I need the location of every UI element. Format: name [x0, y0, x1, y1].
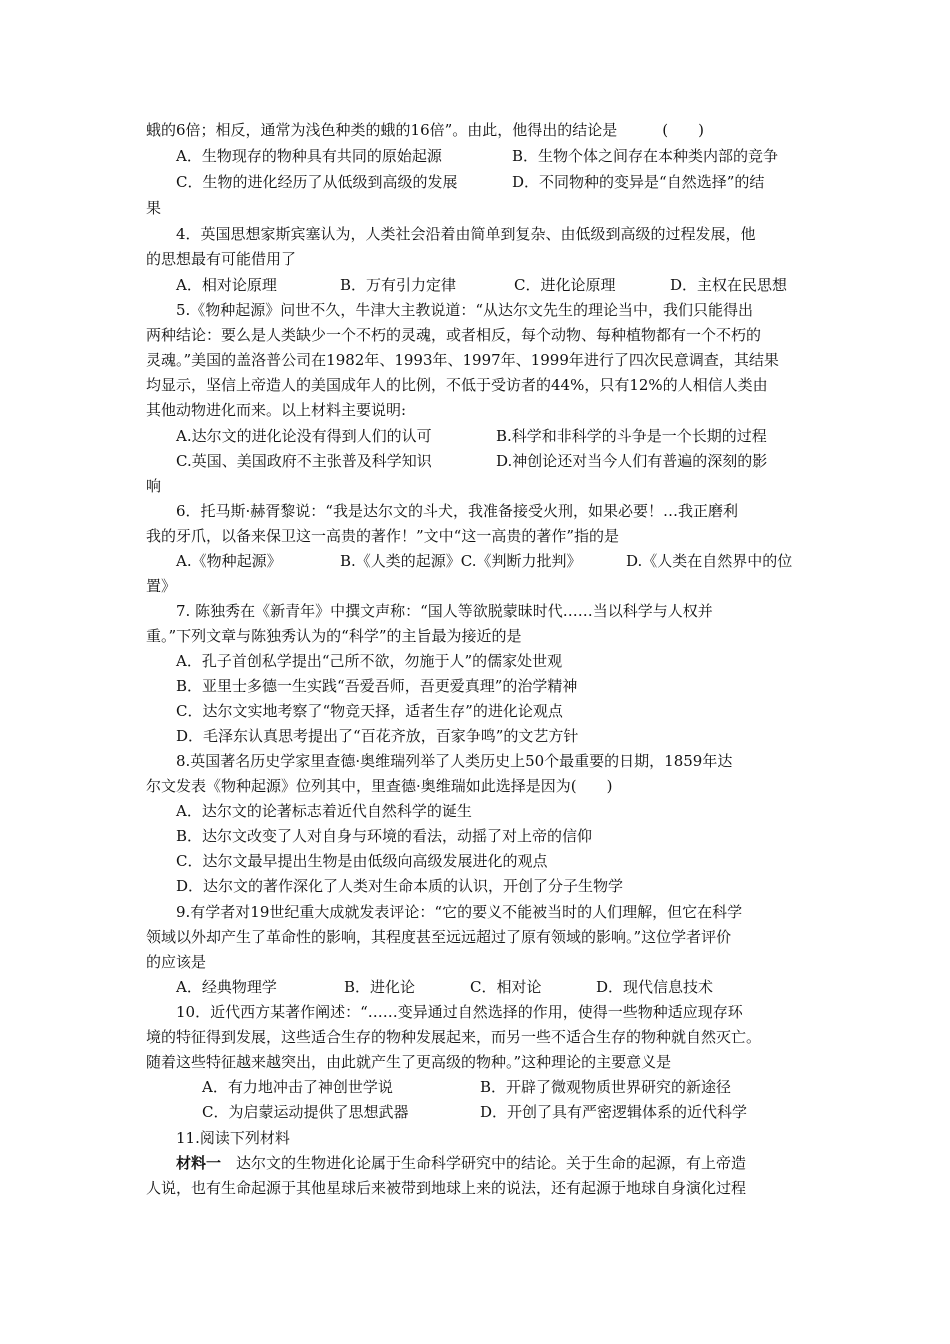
q8-stem-line1: 8.英国著名历史学家里查德·奥维瑞列举了人类历史上50个最重要的日期，1859年达: [176, 752, 733, 770]
q3-option-a: A．生物现存的物种具有共同的原始起源: [176, 147, 442, 165]
q5-stem-line3: 灵魂。”美国的盖洛普公司在1982年、1993年、1997年、1999年进行了四次民意调查，其结果: [146, 351, 779, 369]
q7-option-c: C．达尔文实地考察了“物竞天择，适者生存”的进化论观点: [176, 702, 563, 720]
q6-option-a: A.《物种起源》: [176, 552, 282, 570]
q4-option-a: A．相对论原理: [176, 276, 277, 294]
q8-option-c: C．达尔文最早提出生物是由低级向高级发展进化的观点: [176, 852, 548, 870]
q6-option-d-cont: 置》: [146, 577, 177, 595]
q9-option-c: C．相对论: [470, 978, 542, 996]
q10-option-c: C．为启蒙运动提供了思想武器: [202, 1103, 409, 1121]
q9-stem-line1: 9.有学者对19世纪重大成就发表评论：“它的要义不能被当时的人们理解，但它在科学: [176, 903, 743, 921]
q11-material-label: 材料一: [176, 1154, 222, 1172]
q5-stem-line2: 两种结论：要么是人类缺少一个不朽的灵魂，或者相反，每个动物、每种植物都有一个不朽的: [146, 326, 762, 344]
q6-option-d: D.《人类在自然界中的位: [626, 552, 793, 570]
q10-option-d: D．开创了具有严密逻辑体系的近代科学: [480, 1103, 748, 1121]
q10-stem-line3: 随着这些特征越来越突出，由此就产生了更高级的物种。”这种理论的主要意义是: [146, 1053, 672, 1071]
q3-stem-tail: 蛾的6倍；相反，通常为浅色种类的蛾的16倍”。由此，他得出的结论是 ( ): [146, 121, 705, 139]
q6-option-bc: B.《人类的起源》C.《判断力批判》: [340, 552, 582, 570]
q5-option-d-cont: 响: [146, 477, 162, 495]
q3-option-b: B．生物个体之间存在本种类内部的竞争: [512, 147, 779, 165]
q3-option-c: C．生物的进化经历了从低级到高级的发展: [176, 173, 458, 191]
q9-option-d: D．现代信息技术: [596, 978, 714, 996]
q9-stem-line3: 的应该是: [146, 953, 207, 971]
q10-stem-line2: 境的特征得到发展，这些适合生存的物种发展起来，而另一些不适合生存的物种就自然灭亡。: [146, 1028, 762, 1046]
q4-option-c: C．进化论原理: [514, 276, 616, 294]
q3-option-d: D．不同物种的变异是“自然选择”的结: [512, 173, 765, 191]
q3-option-d-cont: 果: [146, 199, 162, 217]
q7-option-a: A．孔子首创私学提出“己所不欲，勿施于人”的儒家处世观: [176, 652, 563, 670]
q9-option-a: A．经典物理学: [176, 978, 277, 996]
q5-stem-line4: 均显示，坚信上帝造人的美国成年人的比例，不低于受访者的44%，只有12%的人相信人类由: [146, 376, 768, 394]
q5-option-c: C.英国、美国政府不主张普及科学知识: [176, 452, 432, 470]
q5-stem-line1: 5.《物种起源》问世不久，牛津大主教说道：“从达尔文先生的理论当中，我们只能得出: [176, 301, 753, 319]
q8-option-a: A．达尔文的论著标志着近代自然科学的诞生: [176, 802, 472, 820]
q10-stem-line1: 10．近代西方某著作阐述：“……变异通过自然选择的作用，使得一些物种适应现存环: [176, 1003, 743, 1021]
q6-stem-line1: 6．托马斯·赫胥黎说：“我是达尔文的斗犬，我准备接受火刑，如果必要！…我正磨利: [176, 502, 738, 520]
q8-stem-line2: 尔文发表《物种起源》位列其中，里查德·奥维瑞如此选择是因为( ): [146, 777, 613, 795]
q6-stem-line2: 我的牙爪，以备来保卫这一高贵的著作！”文中“这一高贵的著作”指的是: [146, 527, 620, 545]
q11-material-line2: 人说，也有生命起源于其他星球后来被带到地球上来的说法，还有起源于地球自身演化过程: [146, 1179, 747, 1197]
q7-stem-line2: 重。”下列文章与陈独秀认为的“科学”的主旨最为接近的是: [146, 627, 522, 645]
q10-option-a: A．有力地冲击了神创世学说: [202, 1078, 393, 1096]
q4-option-b: B．万有引力定律: [340, 276, 457, 294]
q7-option-d: D．毛泽东认真思考提出了“百花齐放，百家争鸣”的文艺方针: [176, 727, 579, 745]
q11-stem-line1: 11.阅读下列材料: [176, 1129, 290, 1147]
q5-option-d: D.神创论还对当今人们有普遍的深刻的影: [496, 452, 768, 470]
q9-option-b: B．进化论: [344, 978, 416, 996]
q8-option-b: B．达尔文改变了人对自身与环境的看法，动摇了对上帝的信仰: [176, 827, 593, 845]
q4-stem-line2: 的思想最有可能借用了: [146, 250, 297, 268]
q4-option-d: D．主权在民思想: [670, 276, 788, 294]
q5-option-a: A.达尔文的进化论没有得到人们的认可: [176, 427, 432, 445]
q10-option-b: B．开辟了微观物质世界研究的新途径: [480, 1078, 732, 1096]
q7-stem-line1: 7. 陈独秀在《新青年》中撰文声称：“国人等欲脱蒙昧时代……当以科学与人权并: [176, 602, 713, 620]
q11-material-text1: 达尔文的生物进化论属于生命科学研究中的结论。关于生命的起源，有上帝造: [221, 1154, 747, 1172]
q11-material-line1: [176, 1151, 746, 1176]
q5-option-b: B.科学和非科学的斗争是一个长期的过程: [496, 427, 767, 445]
q5-stem-line5: 其他动物进化而来。以上材料主要说明:: [146, 401, 407, 419]
q9-stem-line2: 领域以外却产生了革命性的影响，其程度甚至远远超过了原有领域的影响。”这位学者评价: [146, 928, 732, 946]
q4-stem-line1: 4．英国思想家斯宾塞认为，人类社会沿着由简单到复杂、由低级到高级的过程发展，他: [176, 225, 756, 243]
q7-option-b: B．亚里士多德一生实践“吾爱吾师，吾更爱真理”的治学精神: [176, 677, 578, 695]
q8-option-d: D．达尔文的著作深化了人类对生命本质的认识，开创了分子生物学: [176, 877, 624, 895]
